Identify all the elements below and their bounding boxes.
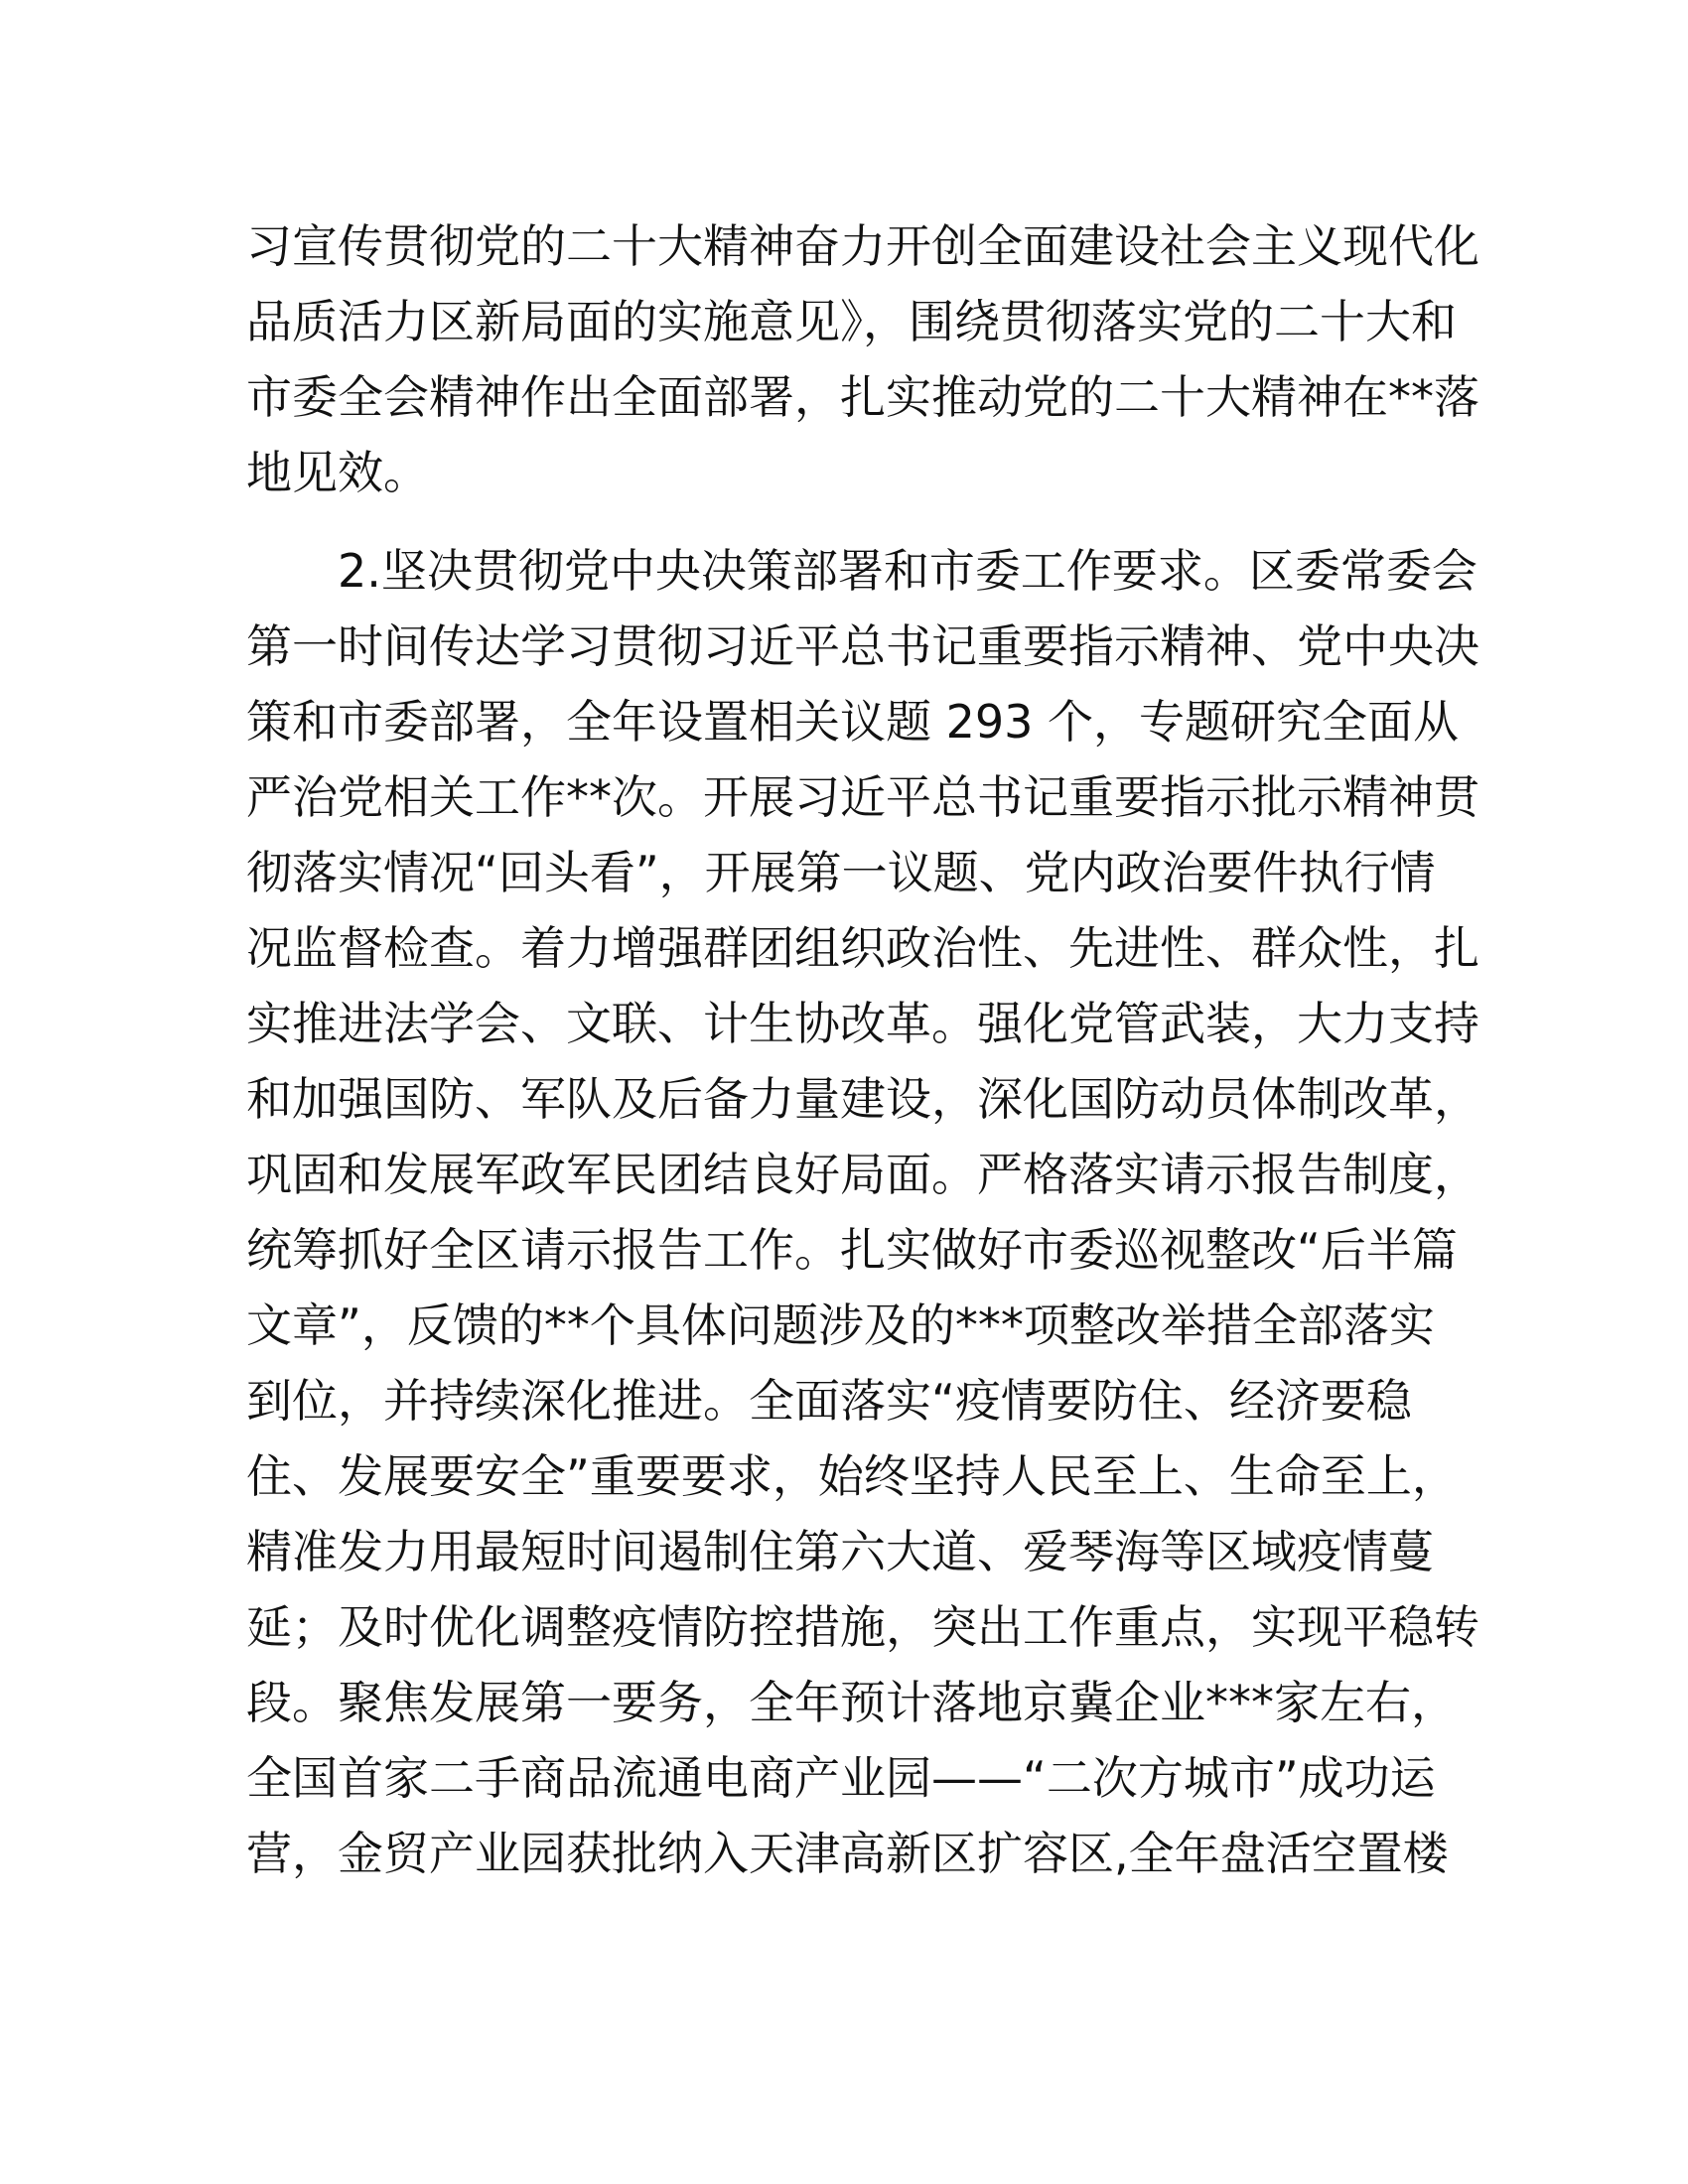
text-line: 品质活力区新局面的实施意见》，围绕贯彻落实党的二十大和 <box>246 295 1457 348</box>
text-line: 延；及时优化调整疫情防控措施，突出工作重点，实现平稳转 <box>246 1600 1479 1654</box>
paragraph-2 <box>246 533 1479 1891</box>
text-line: 全国首家二手商品流通电商产业园——“二次方城市”成功运 <box>246 1751 1436 1805</box>
text-line: 到位，并持续深化推进。全面落实“疫情要防住、经济要稳 <box>246 1374 1412 1428</box>
text-line: 第一时间传达学习贯彻习近平总书记重要指示精神、党中央决 <box>246 619 1479 673</box>
text-line: 营，金贸产业园获批纳入天津高新区扩容区,全年盘活空置楼 <box>246 1827 1449 1880</box>
paragraph-1 <box>246 208 1479 510</box>
text-line: 彻落实情况“回头看”，开展第一议题、党内政治要件执行情 <box>246 846 1436 899</box>
text-line: 实推进法学会、文联、计生协改革。强化党管武装，大力支持 <box>246 997 1479 1050</box>
text-line-first: 2.坚决贯彻党中央决策部署和市委工作要求。区委常委会 <box>338 544 1477 598</box>
text-line: 况监督检查。着力增强群团组织政治性、先进性、群众性，扎 <box>246 921 1479 975</box>
text-line: 住、发展要安全”重要要求，始终坚持人民至上、生命至上， <box>246 1449 1458 1503</box>
text-line: 和加强国防、军队及后备力量建设，深化国防动员体制改革， <box>246 1072 1479 1126</box>
text-line: 文章”，反馈的**个具体问题涉及的***项整改举措全部落实 <box>246 1298 1435 1352</box>
text-line: 策和市委部署，全年设置相关议题 293 个，专题研究全面从 <box>246 695 1460 749</box>
text-line: 市委全会精神作出全面部署，扎实推动党的二十大精神在**落 <box>246 370 1479 424</box>
text-line: 地见效。 <box>246 446 429 499</box>
text-line: 段。聚焦发展第一要务，全年预计落地京冀企业***家左右， <box>246 1676 1457 1729</box>
text-line: 巩固和发展军政军民团结良好局面。严格落实请示报告制度， <box>246 1148 1479 1201</box>
text-line: 统筹抓好全区请示报告工作。扎实做好市委巡视整改“后半篇 <box>246 1223 1458 1277</box>
text-line: 精准发力用最短时间遏制住第六大道、爱琴海等区域疫情蔓 <box>246 1525 1434 1578</box>
text-line: 严治党相关工作**次。开展习近平总书记重要指示批示精神贯 <box>246 770 1479 824</box>
text-line: 习宣传贯彻党的二十大精神奋力开创全面建设社会主义现代化 <box>246 219 1479 273</box>
